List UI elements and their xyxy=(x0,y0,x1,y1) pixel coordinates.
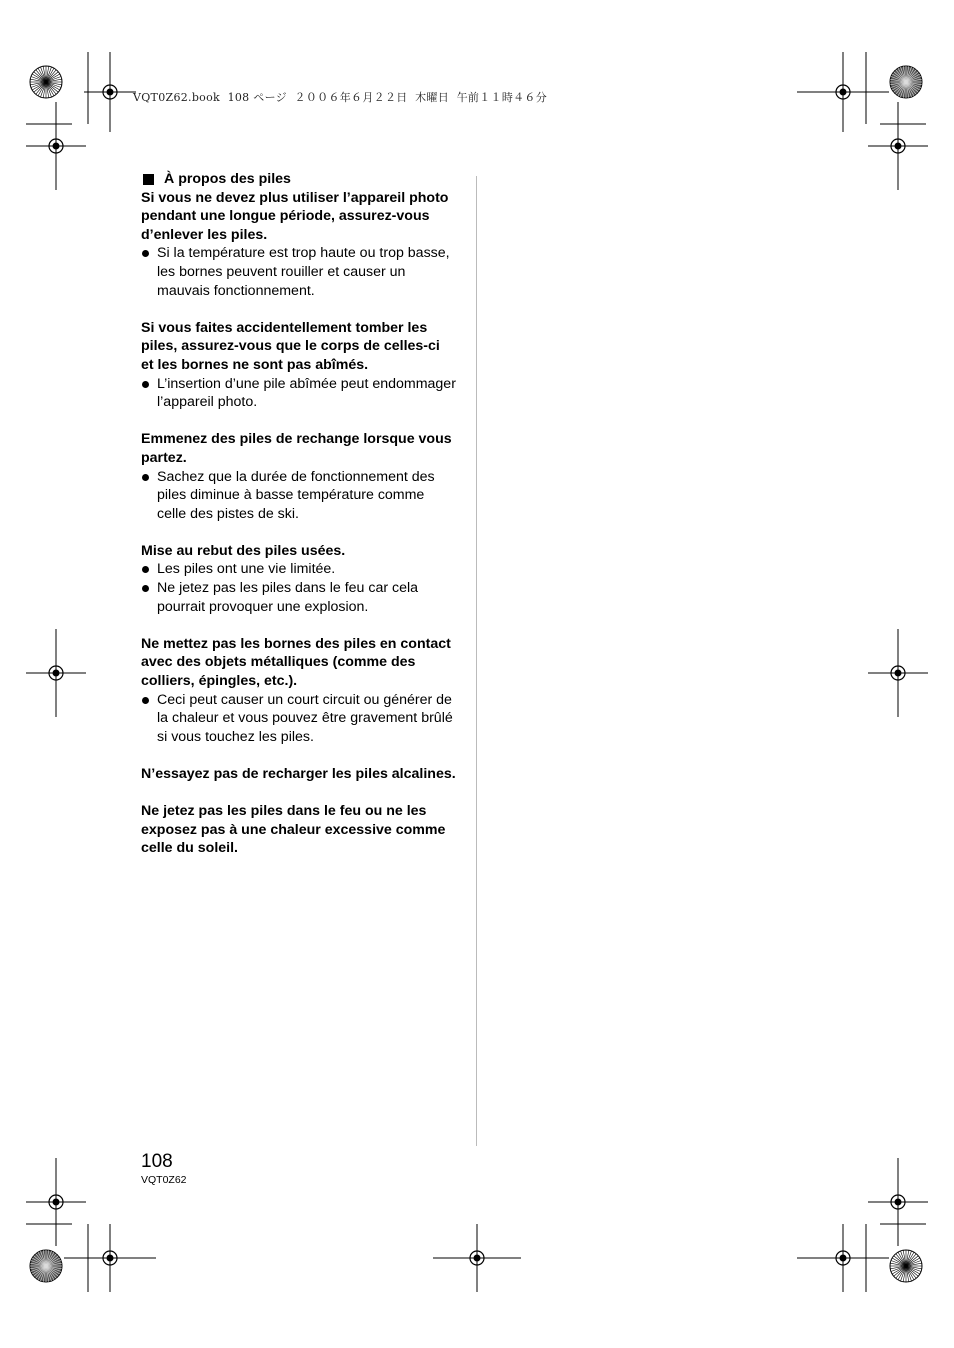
block-gap xyxy=(141,746,471,765)
bullet-item xyxy=(141,579,471,616)
crosshair-dot-icon xyxy=(895,670,902,677)
heading-line: partez. xyxy=(141,449,187,466)
block-heading xyxy=(141,765,471,784)
crosshair-dot-icon xyxy=(107,89,114,96)
crosshair-dot-icon xyxy=(53,143,60,150)
bullet-line: Sachez que la durée de fonctionnement des xyxy=(157,468,435,485)
bullet-dot-icon xyxy=(142,585,149,592)
heading-line: N’essayez pas de recharger les piles alcalines. xyxy=(141,766,456,782)
heading-line: Si vous ne devez plus utiliser l’appareil photo xyxy=(141,189,449,206)
crosshair-dot-icon xyxy=(53,670,60,677)
bullet-item xyxy=(141,468,471,524)
bullet-line: Si la température est trop haute ou trop basse, xyxy=(157,245,450,262)
block-heading xyxy=(141,635,471,691)
crosshair-dot-icon xyxy=(840,89,847,96)
bullet-item xyxy=(141,375,471,412)
heading-line: pendant une longue période, assurez-vous xyxy=(141,208,430,225)
bullet-item xyxy=(141,560,471,579)
heading-line: d’enlever les piles. xyxy=(141,226,268,243)
block-heading xyxy=(141,319,471,375)
print-header: VQT0Z62.book 108 ページ ２００６年６月２２日 木曜日 午前１１時４６分 xyxy=(133,91,548,104)
page-code: VQT0Z62 xyxy=(141,1174,187,1186)
section-title xyxy=(141,170,471,189)
block-gap xyxy=(141,616,471,635)
square-bullet-icon xyxy=(143,174,154,185)
heading-line: Ne mettez pas les bornes des piles en contact xyxy=(141,635,451,652)
section-body xyxy=(141,189,471,858)
bullet-line: pourrait provoquer une explosion. xyxy=(157,598,369,615)
bullet-dot-icon xyxy=(142,566,149,573)
bullet-line: si vous touchez les piles. xyxy=(157,728,314,745)
crosshair-dot-icon xyxy=(895,143,902,150)
bullet-line: l’appareil photo. xyxy=(157,394,258,411)
block-gap xyxy=(141,784,471,803)
main-column xyxy=(141,170,471,858)
block-gap xyxy=(141,412,471,431)
bullet-line: celle des pistes de ski. xyxy=(157,505,299,522)
bullet-line: piles diminue à basse température comme xyxy=(157,487,425,504)
heading-line: Emmenez des piles de rechange lorsque vous xyxy=(141,431,452,448)
block-gap xyxy=(141,523,471,542)
bullet-line: mauvais fonctionnement. xyxy=(157,282,315,299)
bullet-line: Ceci peut causer un court circuit ou générer de xyxy=(157,691,452,708)
crosshair-dot-icon xyxy=(895,1199,902,1206)
heading-line: Ne jetez pas les piles dans le feu ou ne les xyxy=(141,803,427,820)
heading-line: celle du soleil. xyxy=(141,840,238,857)
block-heading xyxy=(141,542,471,561)
bullet-line: Les piles ont une vie limitée. xyxy=(157,561,336,578)
crosshair-dot-icon xyxy=(840,1255,847,1262)
heading-line: Si vous faites accidentellement tomber les xyxy=(141,319,428,336)
bullet-line: les bornes peuvent rouiller et causer un xyxy=(157,263,406,280)
heading-line: Mise au rebut des piles usées. xyxy=(141,542,346,559)
crosshair-dot-icon xyxy=(107,1255,114,1262)
crosshair-dot-icon xyxy=(53,1199,60,1206)
heading-line: exposez pas à une chaleur excessive comme xyxy=(141,821,446,838)
heading-line: piles, assurez-vous que le corps de celles-ci xyxy=(141,338,440,355)
block-gap xyxy=(141,300,471,319)
block-heading xyxy=(141,189,471,245)
bullet-item xyxy=(141,691,471,747)
section-title-text: À propos des piles xyxy=(164,171,291,187)
bullet-dot-icon xyxy=(142,250,149,257)
block-heading xyxy=(141,802,471,858)
page-number: 108 xyxy=(141,1151,173,1172)
bullet-line: la chaleur et vous pouvez être gravement brûlé xyxy=(157,710,453,727)
column-divider xyxy=(476,176,477,1146)
heading-line: avec des objets métalliques (comme des xyxy=(141,654,416,671)
crosshair-dot-icon xyxy=(474,1255,481,1262)
bullet-line: Ne jetez pas les piles dans le feu car cela xyxy=(157,580,419,597)
bullet-dot-icon xyxy=(142,697,149,704)
bullet-dot-icon xyxy=(142,381,149,388)
bullet-line: L’insertion d’une pile abîmée peut endommager xyxy=(157,375,456,392)
heading-line: colliers, épingles, etc.). xyxy=(141,673,298,690)
bullet-item xyxy=(141,244,471,300)
bullet-dot-icon xyxy=(142,474,149,481)
heading-line: et les bornes ne sont pas abîmés. xyxy=(141,356,369,373)
block-heading xyxy=(141,430,471,467)
